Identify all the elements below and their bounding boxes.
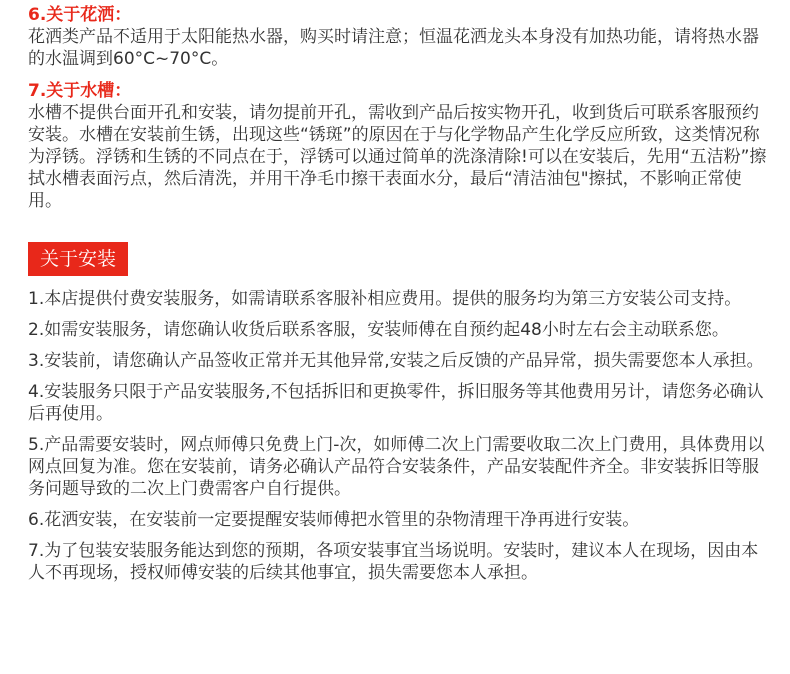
install-item-5: 5.产品需要安装时，网点师傅只免费上门-次，如师傅二次上门需要收取二次上门费用，具体费用以网点回复为准。您在安装前，请务必确认产品符合安装条件，产品安装配件齐全。非安装拆旧等服务问题导致的二次上门费需客户自行提供。	[28, 435, 765, 499]
install-item-2: 2.如需安装服务，请您确认收货后联系客服，安装师傅在自预约起48小时左右会主动联系您。	[28, 320, 729, 340]
shower-heading: 6.关于花洒：	[28, 5, 132, 25]
install-item-6: 6.花洒安装，在安装前一定要提醒安装师傅把水管里的杂物清理干净再进行安装。	[28, 510, 640, 530]
install-item-1: 1.本店提供付费安装服务，如需请联系客服补相应费用。提供的服务均为第三方安装公司支持。	[28, 289, 742, 309]
sink-heading: 7.关于水槽：	[28, 81, 132, 101]
install-item-4: 4.安装服务只限于产品安装服务,不包括拆旧和更换零件，拆旧服务等其他费用另计，请您务必确认后再使用。	[28, 382, 764, 424]
install-item-3: 3.安装前，请您确认产品签收正常并无其他异常,安装之后反馈的产品异常，损失需要您本人承担。	[28, 351, 764, 371]
sink-body: 水槽不提供台面开孔和安装，请勿提前开孔，需收到产品后按实物开孔，收到货后可联系客服预约安装。水槽在安装前生锈，出现这些“锈斑”的原因在于与化学物品产生化学反应所致，这类情况称为浮锈。浮锈和生锈的不同点在于，浮锈可以通过简单的洗涤清除!可以在安装后，先用“五洁粉”擦拭水槽表面污点，然后清洗，并用干净毛巾擦干表面水分，最后“清洁油包"擦拭，不影响正常使用。	[28, 103, 767, 211]
install-list	[28, 288, 768, 593]
shower-body: 花洒类产品不适用于太阳能热水器，购买时请注意；恒温花洒龙头本身没有加热功能，请将热水器的水温调到60°C~70°C。	[28, 27, 759, 69]
shower-section	[28, 4, 768, 70]
install-section-title: 关于安装	[28, 242, 128, 276]
sink-section	[28, 80, 768, 212]
install-item-7: 7.为了包装安装服务能达到您的预期，各项安装事宜当场说明。安装时，建议本人在现场，因由本人不再现场，授权师傅安装的后续其他事宜，损失需要您本人承担。	[28, 541, 759, 583]
